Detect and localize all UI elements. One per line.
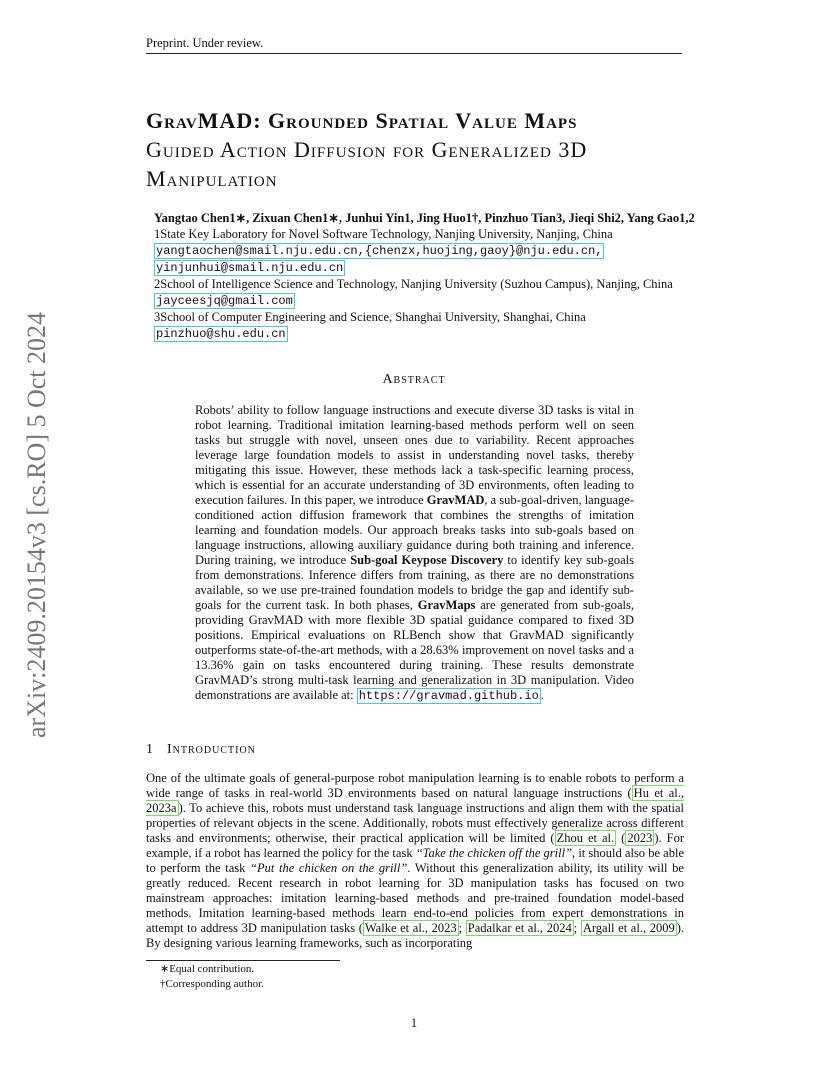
footnote-rule [146,960,340,961]
abstract-end: . [540,688,544,702]
citation-zhou[interactable]: Zhou et al. [556,831,615,845]
affiliation-3: 3School of Computer Engineering and Science, Shanghai University, Shanghai, China [154,310,586,324]
email-link-1[interactable]: yangtaochen@smail.nju.edu.cn,{chenzx,huojing,gaoy}@nju.edu.cn, [156,244,603,258]
intro-text-4: , it should also be able to perform the task [146,846,684,875]
intro-italic-1: “Take the chicken off the grill” [415,846,573,860]
intro-text-6: ). By designing various learning frameworks, such as incorporating [146,921,684,950]
citation-argall[interactable]: Argall et al., 2009 [582,921,675,935]
arxiv-stamp [22,300,52,750]
section-title: Introduction [167,742,256,757]
abstract-text-2: , a sub-goal-driven, language-conditioned action diffusion framework that combines the strengths of imitation learning and foundation models. Our approach breaks tasks into sub-goals based on language instructions, allowing auxiliary guidance during both training and inference. During training, we introduce [195,493,634,567]
affiliation-1: 1State Key Laboratory for Novel Software Technology, Nanjing University, Nanjing, China [154,227,613,241]
section-heading [146,742,256,758]
abstract-bold-gravmaps: GravMaps [417,598,476,612]
header-rule [146,53,682,54]
citation-hu[interactable]: Hu et al., 2023a [146,786,684,815]
title-line-2: Guided Action Diffusion for Generalized 3D [146,137,588,162]
citation-sep-2: ; [573,921,581,935]
paper-title [146,106,706,193]
title-line-3: Manipulation [146,166,278,191]
abstract-body [195,403,634,704]
citation-zhou-year[interactable]: 2023 [627,831,653,845]
title-line-1: GravMAD: Grounded Spatial Value Maps [146,108,578,133]
page-number: 1 [410,1016,418,1030]
footnote-equal-contribution: ∗Equal contribution. [160,963,255,975]
abstract-text-3: to identify key sub-goals from demonstrations. Inference differs from training, as there are no demonstrations available, so we use pre-trained foundation models to bridge the gap and identify sub-goals for the current task. In both phases, [195,553,634,612]
email-link-2[interactable]: yinjunhui@smail.nju.edu.cn [156,261,344,275]
arxiv-id[interactable]: arXiv:2409.20154v3 [cs.RO] 5 Oct 2024 [22,311,51,739]
citation-sep-1: ; [458,921,466,935]
footnotes [160,962,264,992]
email-link-3[interactable]: jayceesjq@gmail.com [156,294,293,308]
intro-text-5: . Without this generalization ability, its utility will be greatly reduced. Recent research in robot learning for 3D manipulation tasks has focused on two mainstream approaches: imitation learning-based methods and pre-trained foundation model-based methods. Imitation learning-based methods learn end-to-end policies from expert demonstrations in attempt to address 3D manipulation tasks ( [146,861,684,935]
abstract-bold-keypose: Sub-goal Keypose Discovery [350,553,504,567]
citation-padalkar[interactable]: Padalkar et al., 2024 [467,921,572,935]
intro-text-3: ). For example, if a robot has learned the policy for the task [146,831,684,860]
author-block [154,210,734,342]
running-header: Preprint. Under review. [146,36,264,50]
abstract-text-1: Robots’ ability to follow language instructions and execute diverse 3D tasks is vital in robot learning. Traditional imitation learning-based methods perform well on seen tasks but struggle with novel, unseen ones due to variability. Recent approaches leverage large foundation models to assist in understanding novel tasks, thereby mitigating this issue. However, these methods lack a task-specific learning process, which is essential for an accurate understanding of 3D environments, often leading to execution failures. In this paper, we introduce [195,403,634,507]
intro-paragraph: One of the ultimate goals of general-purpose robot manipulation learning is to enable robots to perform a wide range of tasks in real-world 3D environments based on natural language instructions ( Hu et al., 2023a ). To achieve this, robots must understand task language instructions and align them with the spatial properties of relevant objects in the scene. Additionally, robots must effectively generalize across different tasks and environments; otherwise, their practical application will be limited ( Zhou et al. ( 2023 ). For example, if a robot has learned the policy for the task “Take the chicken off the grill”, it should also be able to perform the task “Put the chicken on the grill”. Without this generalization ability, its utility will be greatly reduced. Recent research in robot learning for 3D manipulation tasks has focused on two mainstream approaches: imitation learning-based methods and pre-trained foundation model-based methods. Imitation learning-based methods learn end-to-end policies from expert demonstrations in attempt to address 3D manipulation tasks ( Walke et al., 2023 ; Padalkar et al., 2024 ; Argall et al., 2009 ). By designing various learning frameworks, such as incorporating [146,771,684,950]
project-url-link[interactable]: https://gravmad.github.io [358,689,539,703]
abstract-bold-gravmad: GravMAD [426,493,485,507]
intro-italic-2: “Put the chicken on the grill” [250,861,408,875]
abstract-text-4: are generated from sub-goals, providing GravMAD with more flexible 3D spatial guidance compared to fixed 3D positions. Empirical evaluations on RLBench show that GravMAD significantly outperforms state-of-the-art methods, with a 28.63% improvement on novel tasks and a 13.36% gain on tasks encountered during training. These results demonstrate GravMAD’s strong multi-task learning and generalization in 3D manipulation. Video demonstrations are available at: [195,598,634,702]
affiliation-2: 2School of Intelligence Science and Technology, Nanjing University (Suzhou Campus), Nanjing, China [154,277,673,291]
intro-text-1: One of the ultimate goals of general-purpose robot manipulation learning is to enable robots to perform a wide range of tasks in real-world 3D environments based on natural language instructions ( [146,771,684,800]
abstract-heading: Abstract [382,372,446,387]
intro-text-2: ). To achieve this, robots must understand task language instructions and align them with the spatial properties of relevant objects in the scene. Additionally, robots must effectively generalize across different tasks and environments; otherwise, their practical application will be limited ( [146,801,684,845]
email-link-4[interactable]: pinzhuo@shu.edu.cn [156,327,286,341]
section-number: 1 [146,742,153,757]
citation-walke[interactable]: Walke et al., 2023 [364,921,457,935]
author-names: Yangtao Chen1∗, Zixuan Chen1∗, Junhui Yin1, Jing Huo1†, Pinzhuo Tian3, Jieqi Shi2, Yang Gao1,2 [154,211,695,225]
footnote-corresponding-author: †Corresponding author. [160,978,264,990]
